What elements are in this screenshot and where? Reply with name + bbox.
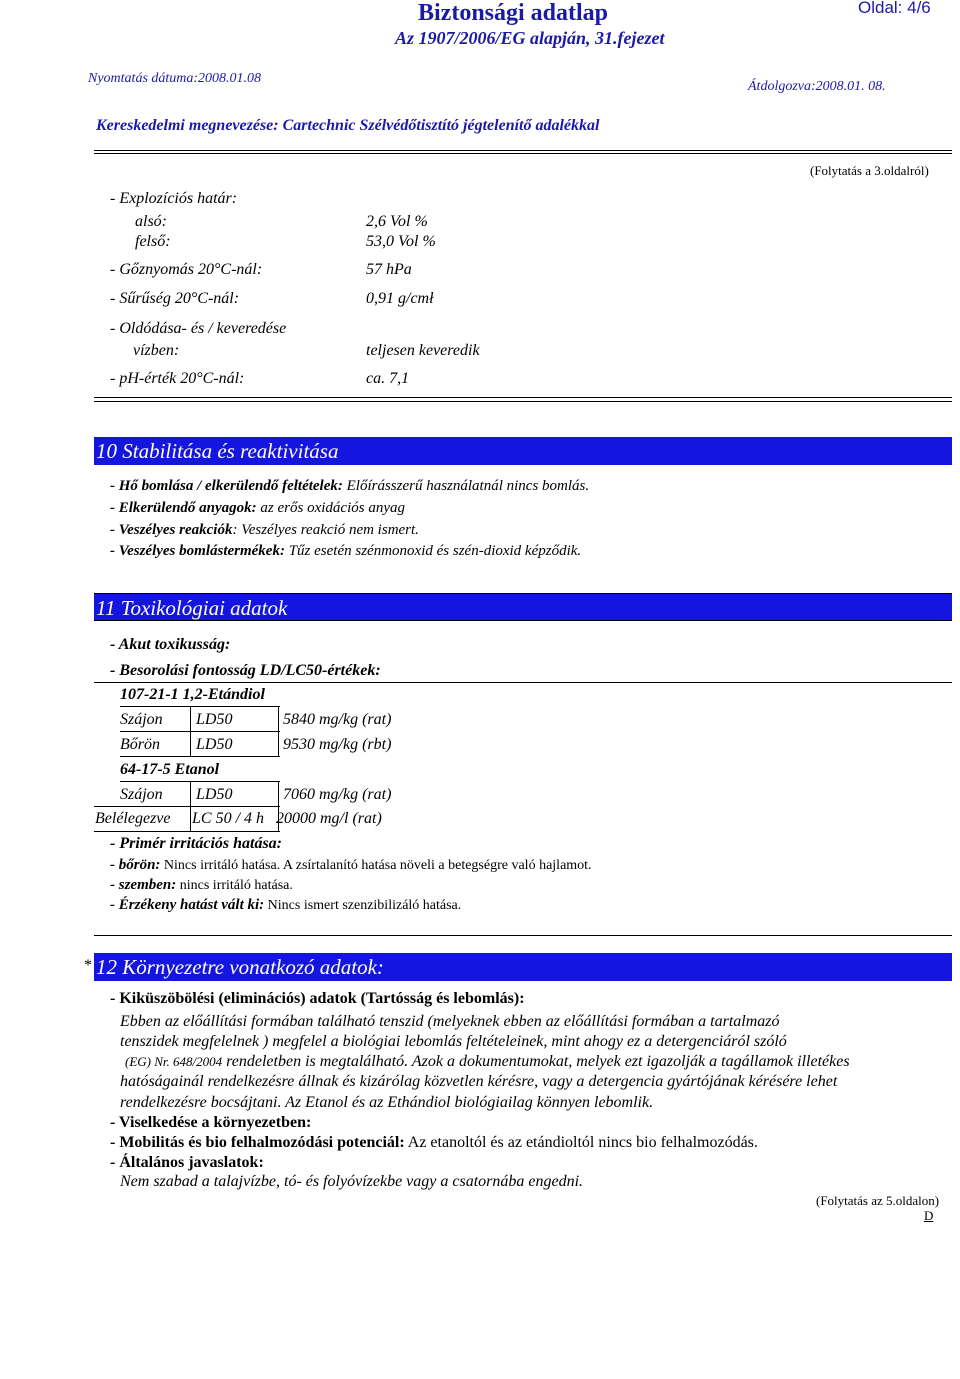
s12-general-value: Nem szabad a talajvízbe, tó- és folyóvízekbe vagy a csatornába engedni. <box>120 1173 584 1190</box>
revision-date: Átdolgozva:2008.01. 08. <box>748 79 886 94</box>
solubility-value: teljesen keveredik <box>366 342 480 359</box>
continued-from: (Folytatás a 3.oldalról) <box>810 163 929 178</box>
divider <box>94 397 952 398</box>
s10-decomposition-value: Előírásszerű használatnál nincs bomlás. <box>346 478 590 494</box>
s12-elim-line-5: rendelkezésre bocsájtani. Az Etanol és az Ethándiol biológiailag könnyen lebomlik. <box>120 1094 654 1111</box>
s11-eye-label: - szemben: <box>110 877 177 893</box>
s12-mobility-label: - Mobilitás és bio felhalmozódási potenciál: <box>110 1134 405 1151</box>
s12-elim-line-3: rendeletben is megtalálható. Azok a dokumentumokat, melyek ezt igazolják a tagállamok illetékes <box>222 1053 850 1070</box>
section-11-heading: 11 Toxikológiai adatok <box>94 593 952 621</box>
s10-avoid-value: az erős oxidációs anyag <box>260 500 405 516</box>
s1-value-1: 5840 mg/kg (rat) <box>283 711 392 728</box>
revision-star: * <box>84 957 92 974</box>
divider <box>94 401 952 402</box>
s2-value-2: 20000 mg/l (rat) <box>276 810 382 827</box>
s10-products-value: Tűz esetén szénmonoxid és szén-dioxid képződik. <box>288 543 582 559</box>
s11-skin-value: Nincs irritáló hatása. A zsírtalanító hatása növeli a betegségre való hajlamot. <box>163 858 592 873</box>
page-number: Oldal: 4/6 <box>858 0 931 17</box>
s12-elim-line-1: Ebben az előállítási formában található tenszid (melyeknek ebben az előállítási formában a tartalmazó <box>120 1013 780 1030</box>
substance-2: 64-17-5 Etanol <box>120 761 220 778</box>
s11-skin-label: - bőrön: <box>110 857 161 873</box>
divider <box>94 153 952 154</box>
vapor-pressure-label: - Gőznyomás 20°C-nál: <box>110 261 263 278</box>
s11-acute-label: - Akut toxikusság: <box>110 636 231 653</box>
trade-name: Kereskedelmi megnevezése: Cartechnic Szélvédőtisztító jégtelenítő adalékkal <box>96 117 600 134</box>
s10-reactions-value: : Veszélyes reakció nem ismert. <box>232 522 419 538</box>
substance-1: 107-21-1 1,2-Etándiol <box>120 686 265 703</box>
s10-avoid-label: - Elkerülendő anyagok: <box>110 500 257 516</box>
divider <box>120 731 280 732</box>
divider <box>94 806 280 807</box>
s11-sens-value: Nincs ismert szenzibilizáló hatása. <box>267 898 462 913</box>
divider <box>94 831 280 832</box>
section-12-heading: 12 Környezetre vonatkozó adatok: <box>94 953 952 981</box>
section-10-heading: 10 Stabilitása és reaktivitása <box>94 437 952 465</box>
lower-limit-value: 2,6 Vol % <box>366 213 428 230</box>
s1-type-2: LD50 <box>196 736 233 753</box>
document-subtitle: Az 1907/2006/EG alapján, 31.fejezet <box>395 28 665 48</box>
s11-eye-value: nincs irritáló hatása. <box>179 878 293 893</box>
s12-elim-line-4: hatóságainál rendelkezésre állnak és kizárólag közvetlen kérésre, vagy a detergencia gyártójának kérésére lehet <box>120 1073 838 1090</box>
s12-general-label: - Általános javaslatok: <box>110 1154 264 1171</box>
density-value: 0,91 g/cmł <box>366 290 434 307</box>
divider <box>120 756 280 757</box>
upper-limit-value: 53,0 Vol % <box>366 233 436 250</box>
s11-primary-label: - Primér irritációs hatása: <box>110 835 283 852</box>
s12-behavior-label: - Viselkedése a környezetben: <box>110 1114 312 1131</box>
s10-products-label: - Veszélyes bomlástermékek: <box>110 543 285 559</box>
lower-limit-label: alsó: <box>135 213 167 230</box>
print-date: Nyomtatás dátuma:2008.01.08 <box>88 71 262 86</box>
divider <box>120 781 280 782</box>
divider <box>94 682 952 683</box>
s1-route-2: Bőrön <box>120 736 160 753</box>
solubility-label: - Oldódása- és / keveredése <box>110 320 287 337</box>
s1-value-2: 9530 mg/kg (rbt) <box>283 736 392 753</box>
s12-elimination-label: - Kiküszöbölési (eliminációs) adatok (Tartósság és lebomlás): <box>110 990 525 1007</box>
s12-elim-line-2: tenszidek megfelelnek ) megfelel a biológiai lebomlás feltételeinek, mint ahogy ez a detergenciáról szóló <box>120 1033 787 1050</box>
s11-sens-label: - Érzékeny hatást vált ki: <box>110 897 265 913</box>
s1-route-1: Szájon <box>120 711 163 728</box>
vapor-pressure-value: 57 hPa <box>366 261 412 278</box>
solubility-label-water: vízben: <box>133 342 180 359</box>
document-title: Biztonsági adatlap <box>418 0 609 26</box>
divider <box>94 150 952 151</box>
s2-type-2: LC 50 / 4 h <box>192 810 265 827</box>
ph-value: ca. 7,1 <box>366 370 410 387</box>
s12-regulation: (EG) Nr. 648/2004 <box>125 1054 223 1069</box>
s2-value-1: 7060 mg/kg (rat) <box>283 786 392 803</box>
continued-to: (Folytatás az 5.oldalon) <box>816 1193 940 1208</box>
upper-limit-label: felső: <box>135 233 171 250</box>
s1-type-1: LD50 <box>196 711 233 728</box>
s2-type-1: LD50 <box>196 786 233 803</box>
s2-route-1: Szájon <box>120 786 163 803</box>
s2-route-2: Belélegezve <box>95 810 171 827</box>
s12-mobility-value: Az etanoltól és az etándioltól nincs bio felhalmozódás. <box>404 1134 758 1151</box>
ph-label: - pH-érték 20°C-nál: <box>110 370 245 387</box>
divider <box>94 935 952 936</box>
divider <box>120 706 280 707</box>
density-label: - Sűrűség 20°C-nál: <box>110 290 240 307</box>
s11-classification-label: - Besorolási fontosság LD/LC50-értékek: <box>110 662 381 679</box>
s10-decomposition-label: - Hő bomlása / elkerülendő feltételek: <box>110 478 343 494</box>
footer-letter: D <box>924 1208 934 1223</box>
s10-reactions-label: - Veszélyes reakciók <box>110 522 233 538</box>
explosion-limit-label: - Explozíciós határ: <box>110 190 238 207</box>
